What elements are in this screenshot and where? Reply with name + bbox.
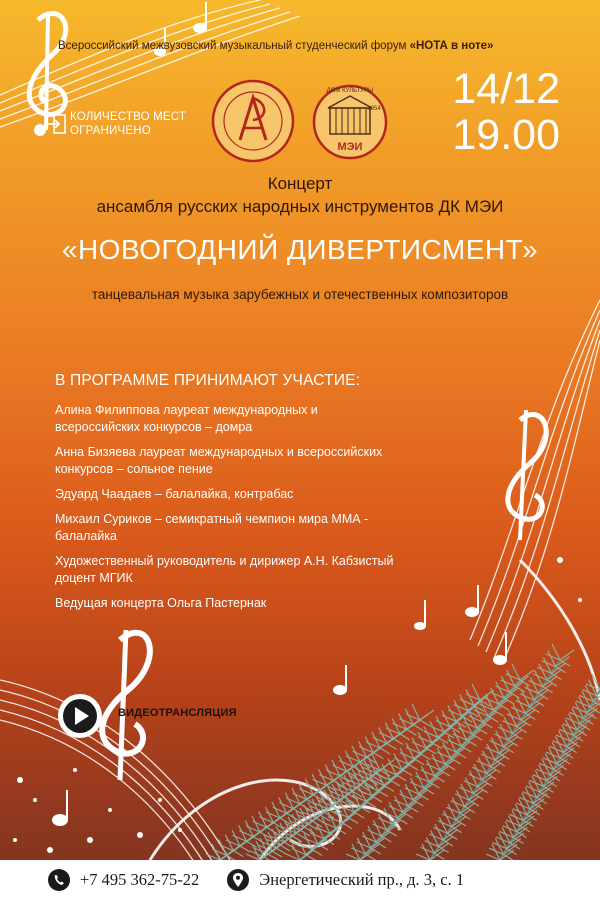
phone-number[interactable]: +7 495 362-75-22 xyxy=(80,870,200,889)
seats-notice xyxy=(48,110,186,138)
exit-icon xyxy=(48,114,66,134)
participant-item xyxy=(55,511,475,545)
dk-mei-logo xyxy=(310,78,390,162)
concert-label: Концерт xyxy=(267,174,333,193)
event-datetime xyxy=(420,66,560,158)
concert-subtitle: танцевальная музыка зарубежных и отечественных композиторов xyxy=(91,287,509,302)
concert-title: «НОВОГОДНИЙ ДИВЕРТИСМЕНТ» xyxy=(61,234,539,265)
contact-footer xyxy=(0,860,600,900)
forum-prefix: Всероссийский межвузовский музыкальный студенческий форум xyxy=(58,40,410,52)
participant-line: Анна Бизяева лауреат международных и всероссийских xyxy=(55,445,383,459)
participant-line: Эдуард Чаадаев – балалайка, контрабас xyxy=(55,487,294,501)
event-date: 14/12 xyxy=(452,65,560,113)
program-heading: В ПРОГРАММЕ ПРИНИМАЮТ УЧАСТИЕ: xyxy=(55,372,361,389)
forum-name: «НОТА в ноте» xyxy=(409,40,494,52)
seats-line-2: ОГРАНИЧЕНО xyxy=(70,125,151,137)
event-time: 19.00 xyxy=(452,111,560,159)
forum-title xyxy=(58,40,598,52)
seats-line-1: КОЛИЧЕСТВО МЕСТ xyxy=(70,111,187,123)
participant-item xyxy=(55,486,475,503)
participants-list xyxy=(55,402,475,620)
participant-item xyxy=(55,444,475,478)
participant-line: Художественный руководитель и дирижер А.Н. Кабзистый xyxy=(55,554,394,568)
participant-line: Михаил Суриков – семикратный чемпион мира ММА - xyxy=(55,512,369,526)
video-broadcast-label[interactable]: ВИДЕОТРАНСЛЯЦИЯ xyxy=(118,707,237,719)
participant-line: доцент МГИК xyxy=(55,571,133,585)
participant-line: Ведущая концерта Ольга Пастернак xyxy=(55,596,267,610)
dk-mei-logo-year: 1954 xyxy=(367,106,381,112)
address[interactable]: Энергетический пр., д. 3, с. 1 xyxy=(259,870,465,889)
dk-mei-logo-name: МЭИ xyxy=(337,141,363,153)
participant-line: балалайка xyxy=(55,529,117,543)
ensemble-logo xyxy=(210,78,296,164)
dk-mei-logo-top: ДОМ КУЛЬТУРЫ xyxy=(326,88,374,94)
ensemble-name: ансамбля русских народных инструментов ДК МЭИ xyxy=(96,197,504,216)
play-icon[interactable] xyxy=(57,693,103,739)
participant-item xyxy=(55,553,475,587)
participant-line: конкурсов – сольное пение xyxy=(55,462,213,476)
participant-item xyxy=(55,402,475,436)
location-pin-icon xyxy=(227,869,249,891)
participant-line: всероссийских конкурсов – домра xyxy=(55,420,253,434)
participant-line: Алина Филиппова лауреат международных и xyxy=(55,403,318,417)
phone-icon xyxy=(48,869,70,891)
participant-item xyxy=(55,595,475,612)
